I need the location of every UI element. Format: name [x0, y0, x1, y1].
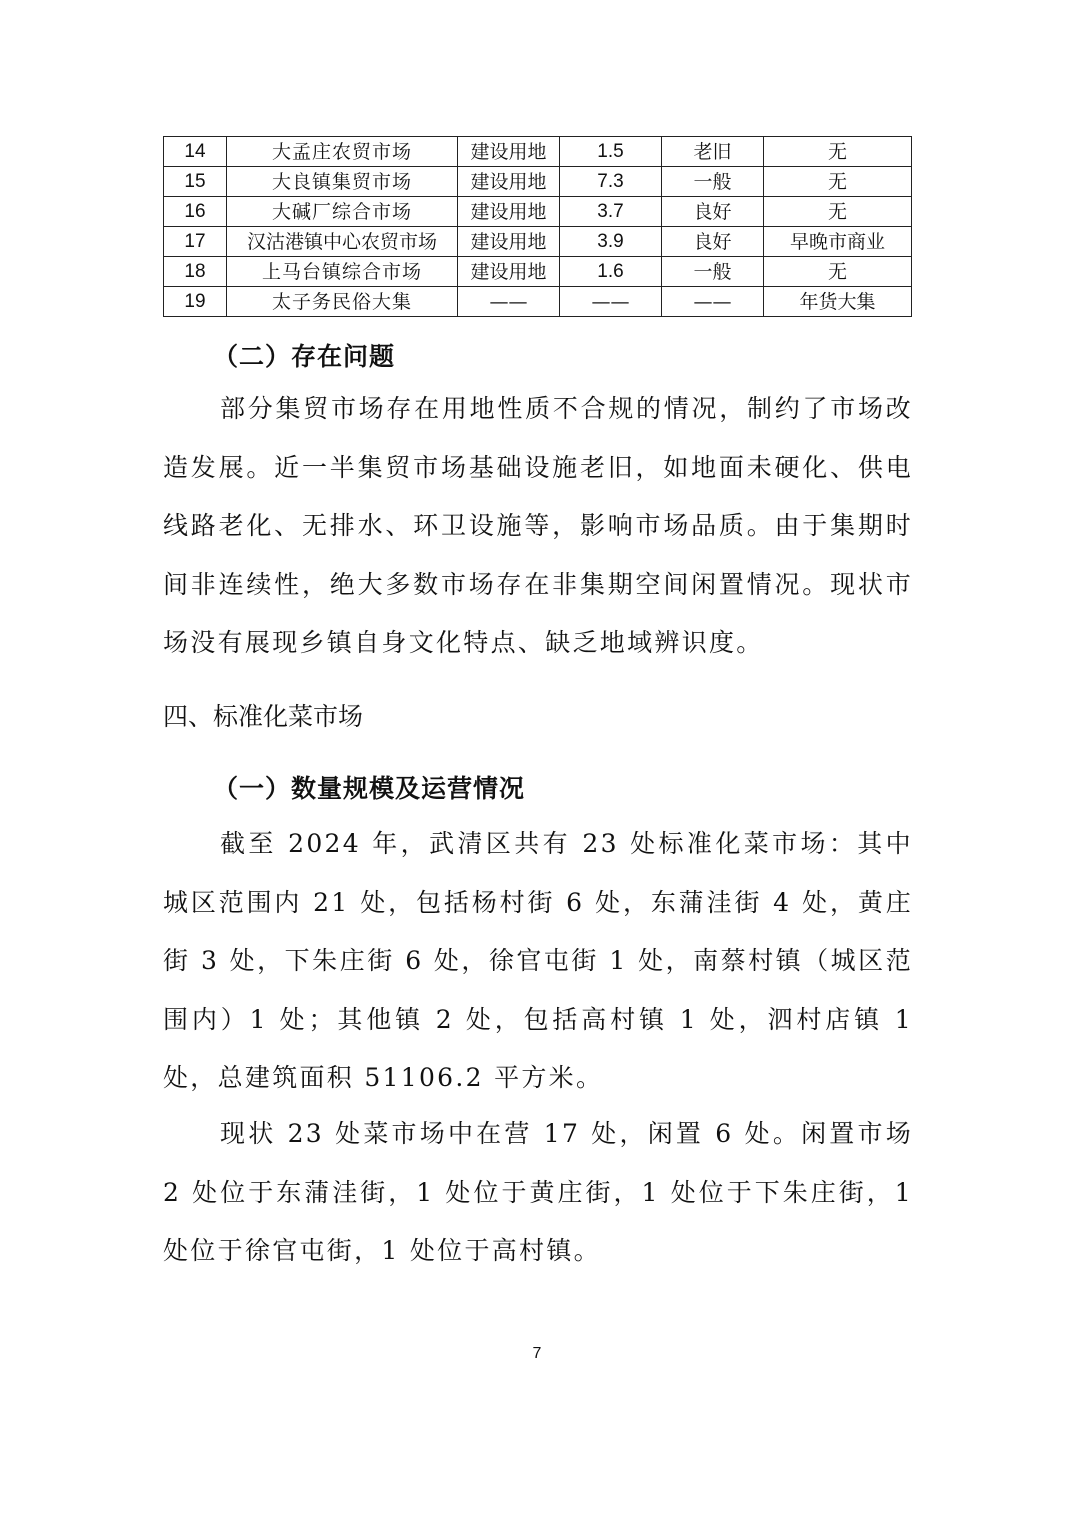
- problems-paragraph: 部分集贸市场存在用地性质不合规的情况，制约了市场改造发展。近一半集贸市场基础设施老旧，如地面未硬化、供电线路老化、无排水、环卫设施等，影响市场品质。由于集期时间非连续性，绝大多数市场存在非集期空间闲置情况。现状市场没有展现乡镇自身文化特点、缺乏地域辨识度。: [163, 394, 913, 658]
- cell-area: ——: [560, 287, 662, 317]
- cell-area: 7.3: [560, 167, 662, 197]
- operations-subheading: （一）数量规模及运营情况: [213, 774, 526, 803]
- cell-name: 大孟庄农贸市场: [227, 137, 458, 167]
- cell-other: 年货大集: [764, 287, 912, 317]
- cell-other: 早晚市商业: [764, 227, 912, 257]
- cell-name: 太子务民俗大集: [227, 287, 458, 317]
- cell-condition: 良好: [662, 227, 764, 257]
- cell-no: 16: [164, 197, 227, 227]
- cell-other: 无: [764, 197, 912, 227]
- cell-condition: 一般: [662, 167, 764, 197]
- cell-other: 无: [764, 137, 912, 167]
- cell-land: 建设用地: [458, 257, 560, 287]
- operations-paragraph-1: 截至 2024 年，武清区共有 23 处标准化菜市场：其中城区范围内 21 处，包括杨村街 6 处，东蒲洼街 4 处，黄庄街 3 处，下朱庄街 6 处，徐官屯街 1 处，南蔡村镇（城区范围内）1 处；其他镇 2 处，包括高村镇 1 处，泗村店镇 1 处，总建筑面积 51106.2 平方米。: [163, 829, 913, 1093]
- cell-land: 建设用地: [458, 167, 560, 197]
- cell-area: 3.9: [560, 227, 662, 257]
- cell-name: 上马台镇综合市场: [227, 257, 458, 287]
- table-row: [164, 287, 912, 317]
- operations-paragraph-2: 现状 23 处菜市场中在营 17 处，闲置 6 处。闲置市场 2 处位于东蒲洼街，1 处位于黄庄街，1 处位于下朱庄街，1 处位于徐官屯街，1 处位于高村镇。: [163, 1119, 913, 1266]
- cell-no: 18: [164, 257, 227, 287]
- cell-condition: 老旧: [662, 137, 764, 167]
- problems-heading: （二）存在问题: [213, 342, 396, 371]
- cell-land: 建设用地: [458, 227, 560, 257]
- cell-name: 大良镇集贸市场: [227, 167, 458, 197]
- section-four-heading: 四、标准化菜市场: [163, 702, 364, 731]
- cell-other: 无: [764, 167, 912, 197]
- table-row: [164, 137, 912, 167]
- cell-area: 3.7: [560, 197, 662, 227]
- cell-name: 大碱厂综合市场: [227, 197, 458, 227]
- table-row: [164, 227, 912, 257]
- cell-no: 19: [164, 287, 227, 317]
- cell-name: 汉沽港镇中心农贸市场: [227, 227, 458, 257]
- table-row: [164, 257, 912, 287]
- cell-condition: ——: [662, 287, 764, 317]
- cell-land: 建设用地: [458, 197, 560, 227]
- cell-no: 14: [164, 137, 227, 167]
- cell-other: 无: [764, 257, 912, 287]
- cell-condition: 一般: [662, 257, 764, 287]
- page-number: 7: [532, 1345, 542, 1362]
- cell-condition: 良好: [662, 197, 764, 227]
- cell-area: 1.6: [560, 257, 662, 287]
- cell-area: 1.5: [560, 137, 662, 167]
- table-row: [164, 197, 912, 227]
- cell-no: 15: [164, 167, 227, 197]
- table-row: [164, 167, 912, 197]
- cell-land: ——: [458, 287, 560, 317]
- market-table: [163, 136, 912, 317]
- cell-no: 17: [164, 227, 227, 257]
- cell-land: 建设用地: [458, 137, 560, 167]
